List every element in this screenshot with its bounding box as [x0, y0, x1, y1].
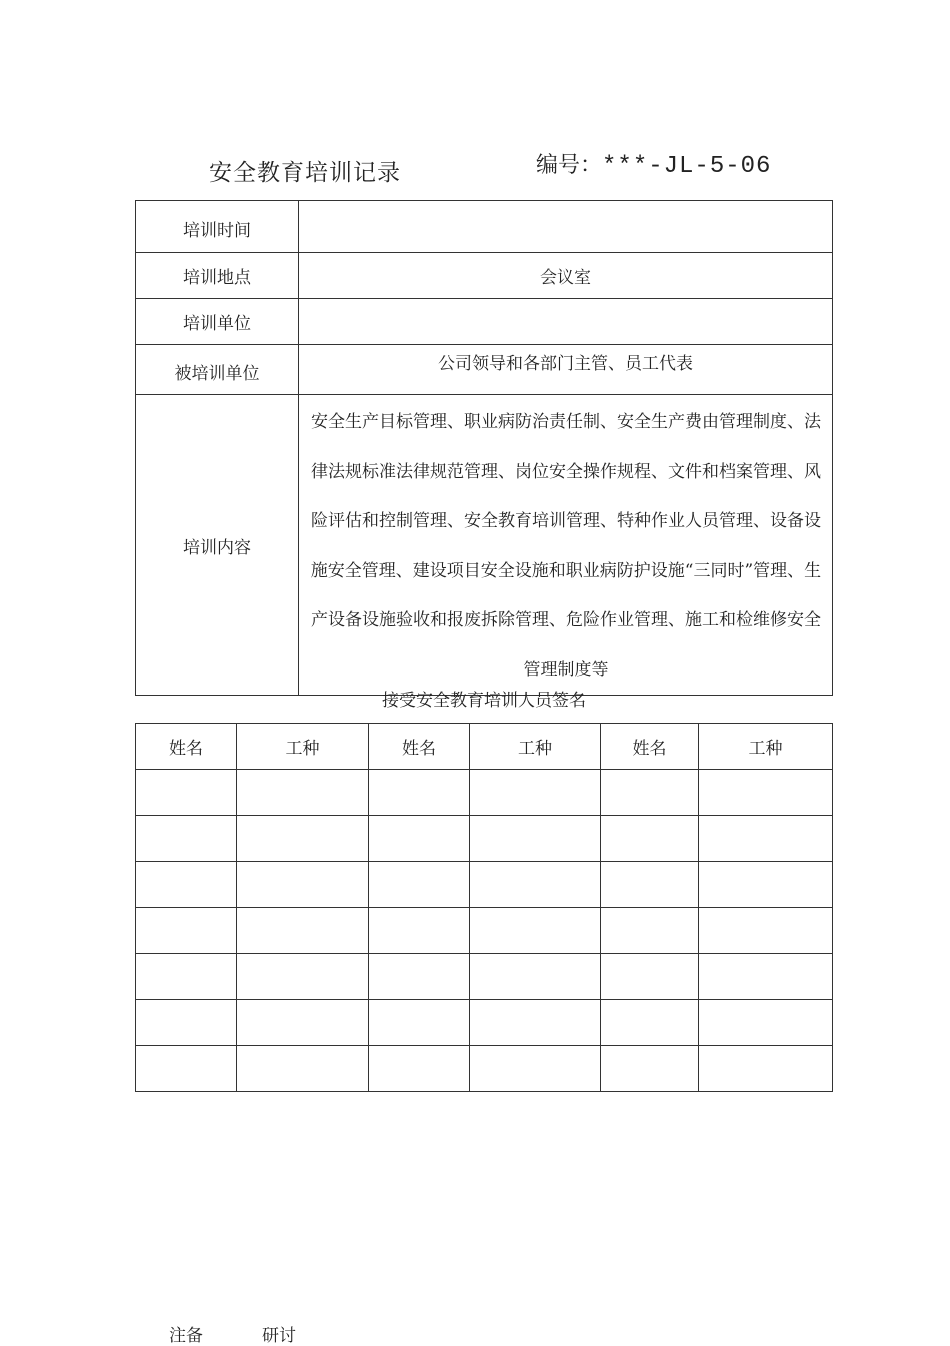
- table-row: [136, 345, 833, 395]
- signature-job-cell[interactable]: [699, 1046, 833, 1092]
- signature-job-cell[interactable]: [237, 770, 369, 816]
- table-row: [136, 1000, 833, 1046]
- signature-job-cell[interactable]: [470, 770, 601, 816]
- signature-job-cell[interactable]: [237, 954, 369, 1000]
- signature-name-cell[interactable]: [601, 770, 699, 816]
- signature-name-cell[interactable]: [369, 816, 470, 862]
- signature-name-cell[interactable]: [136, 1000, 237, 1046]
- table-row: [136, 253, 833, 299]
- signature-name-cell[interactable]: [369, 954, 470, 1000]
- signature-name-cell[interactable]: [136, 816, 237, 862]
- signature-job-cell[interactable]: [237, 1046, 369, 1092]
- signature-job-cell[interactable]: [470, 1046, 601, 1092]
- signature-job-cell[interactable]: [699, 770, 833, 816]
- signature-name-cell[interactable]: [601, 954, 699, 1000]
- signature-job-cell[interactable]: [699, 954, 833, 1000]
- trainee-unit-label: 被培训单位: [136, 345, 299, 395]
- document-title: 安全教育培训记录: [209, 160, 401, 186]
- document-number-value: ***-JL-5-06: [602, 153, 772, 180]
- signature-job-cell[interactable]: [699, 816, 833, 862]
- signature-name-cell[interactable]: [369, 908, 470, 954]
- signature-job-cell[interactable]: [699, 1000, 833, 1046]
- signature-name-cell[interactable]: [369, 862, 470, 908]
- column-header-job: 工种: [237, 724, 369, 770]
- document-number: [536, 150, 796, 182]
- training-location-value[interactable]: 会议室: [299, 253, 833, 299]
- signature-name-cell[interactable]: [136, 770, 237, 816]
- table-row: [136, 862, 833, 908]
- signature-name-cell[interactable]: [601, 1000, 699, 1046]
- signature-name-cell[interactable]: [601, 862, 699, 908]
- signature-job-cell[interactable]: [237, 862, 369, 908]
- signature-rows: [136, 770, 833, 1092]
- signature-name-cell[interactable]: [601, 816, 699, 862]
- table-row: [136, 395, 833, 696]
- table-row: [136, 299, 833, 345]
- signature-name-cell[interactable]: [369, 1046, 470, 1092]
- signature-name-cell[interactable]: [136, 1046, 237, 1092]
- table-row: [136, 954, 833, 1000]
- training-unit-label: 培训单位: [136, 299, 299, 345]
- signature-job-cell[interactable]: [470, 908, 601, 954]
- training-content-label: 培训内容: [136, 395, 299, 696]
- signature-name-cell[interactable]: [136, 862, 237, 908]
- note-value: 研讨: [262, 1326, 296, 1346]
- signature-job-cell[interactable]: [699, 862, 833, 908]
- signature-name-cell[interactable]: [369, 770, 470, 816]
- document-number-label: 编号：: [536, 153, 603, 178]
- signature-name-cell[interactable]: [369, 1000, 470, 1046]
- signature-job-cell[interactable]: [470, 862, 601, 908]
- signature-job-cell[interactable]: [470, 1000, 601, 1046]
- training-location-label: 培训地点: [136, 253, 299, 299]
- signature-name-cell[interactable]: [601, 1046, 699, 1092]
- table-row: [136, 1046, 833, 1092]
- training-time-value[interactable]: [299, 201, 833, 253]
- signature-job-cell[interactable]: [237, 908, 369, 954]
- table-row: [136, 908, 833, 954]
- column-header-name: 姓名: [136, 724, 237, 770]
- signature-job-cell[interactable]: [470, 816, 601, 862]
- signature-job-cell[interactable]: [237, 1000, 369, 1046]
- signature-table: [135, 723, 833, 1092]
- column-header-name: 姓名: [369, 724, 470, 770]
- training-unit-value[interactable]: [299, 299, 833, 345]
- signature-job-cell[interactable]: [237, 816, 369, 862]
- training-info-table: [135, 200, 833, 696]
- signature-job-cell[interactable]: [699, 908, 833, 954]
- column-header-job: 工种: [699, 724, 833, 770]
- table-row: [136, 816, 833, 862]
- table-row: [136, 770, 833, 816]
- signature-name-cell[interactable]: [136, 954, 237, 1000]
- column-header-job: 工种: [470, 724, 601, 770]
- column-header-name: 姓名: [601, 724, 699, 770]
- trainee-unit-value[interactable]: 公司领导和各部门主管、员工代表: [299, 345, 833, 395]
- signature-header-row: [136, 724, 833, 770]
- signature-job-cell[interactable]: [470, 954, 601, 1000]
- note-label: 注备: [169, 1326, 203, 1346]
- table-row: [136, 201, 833, 253]
- signature-name-cell[interactable]: [601, 908, 699, 954]
- signature-name-cell[interactable]: [136, 908, 237, 954]
- training-time-label: 培训时间: [136, 201, 299, 253]
- training-content-value[interactable]: 安全生产目标管理、职业病防治责任制、安全生产费由管理制度、法律法规标准法律规范管理、岗位安全操作规程、文件和档案管理、风险评估和控制管理、安全教育培训管理、特种作业人员管理、设备设施安全管理、建设项目安全设施和职业病防护设施“三同时”管理、生产设备设施验收和报废拆除管理、危险作业管理、施工和检维修安全管理制度等: [299, 395, 833, 696]
- signature-heading: 接受安全教育培训人员签名: [382, 691, 586, 711]
